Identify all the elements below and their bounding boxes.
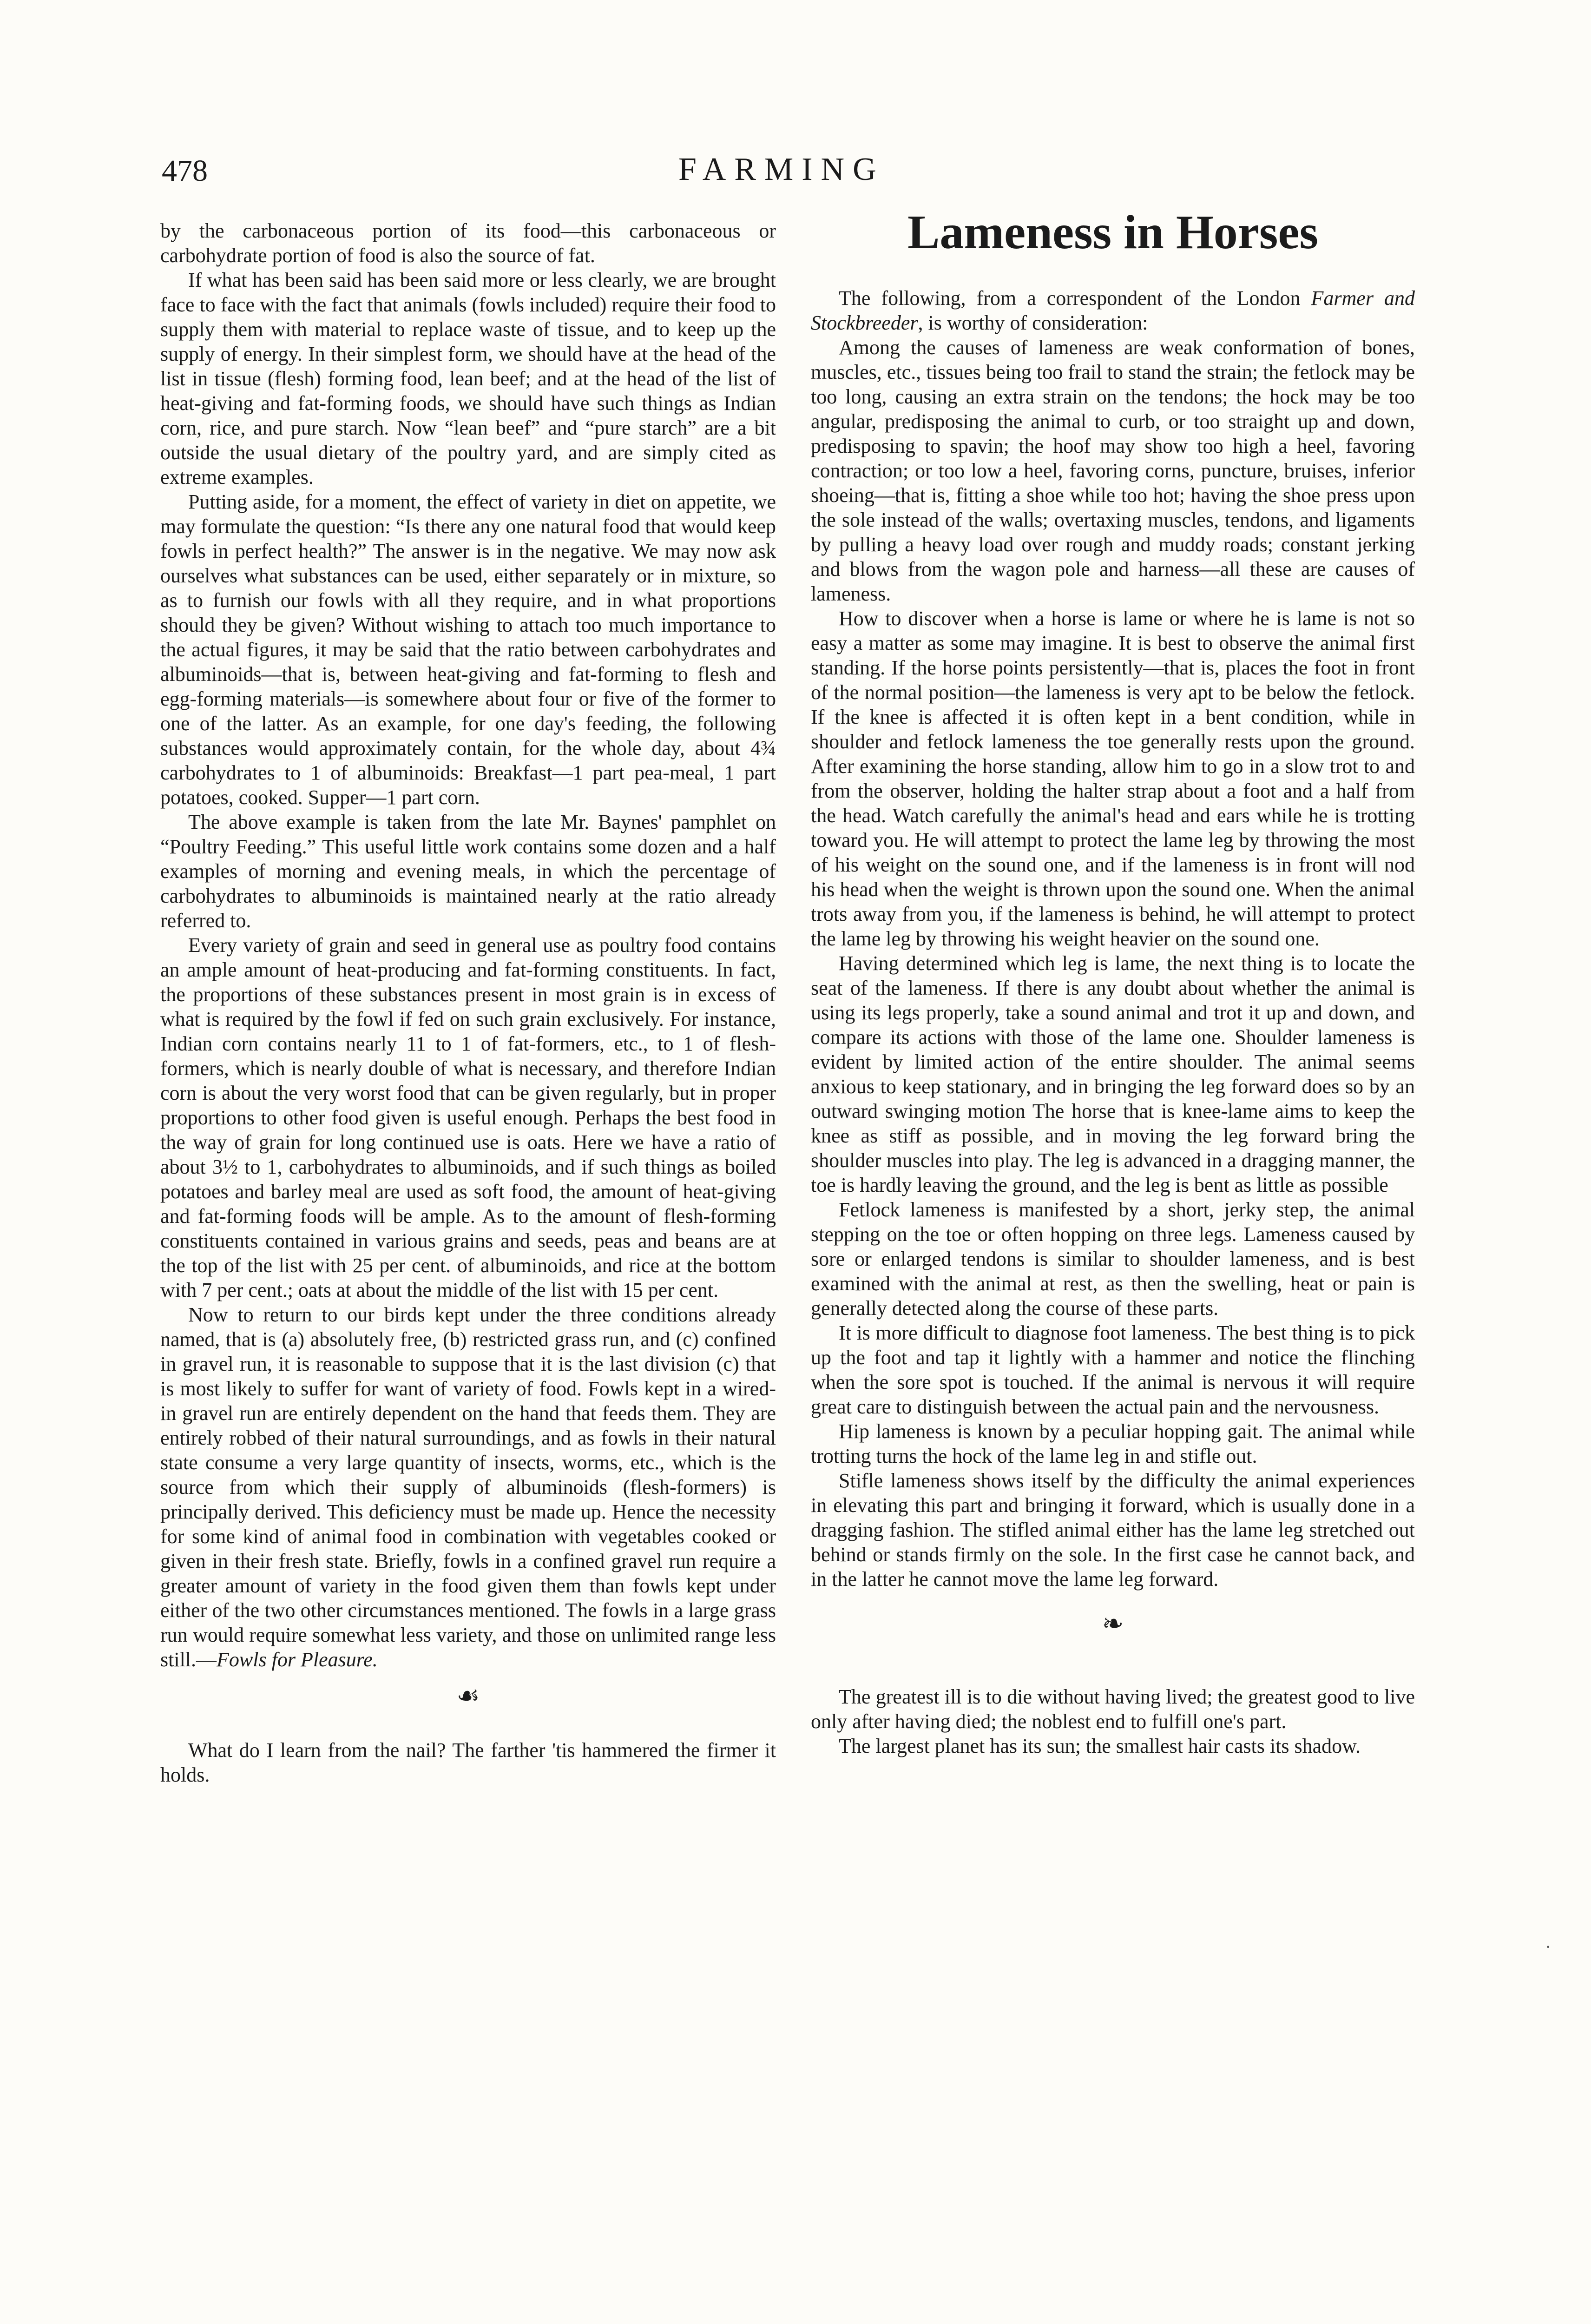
maxim: The greatest ill is to die without having lived; the greatest good to live only after having died; the noblest end to fulfill one's part. [811,1685,1415,1733]
margin-mark: · [1545,1936,1552,1957]
paragraph: It is more difficult to diagnose foot lameness. The best thing is to pick up the foot and tap it lightly with a hammer and notice the flinching when the sore spot is touched. If the animal is nervous it will require great care to distinguish between the actual pain and the nervousness. [811,1321,1415,1418]
quote: What do I learn from the nail? The farther 'tis hammered the firmer it holds. [160,1739,776,1786]
ornament-divider-icon: ❧ [1102,1610,1124,1638]
ornament-divider-icon: ☙ [456,1682,480,1710]
maxim: The largest planet has its sun; the smallest hair casts its shadow. [839,1735,1361,1757]
paragraph: by the carbonaceous portion of its food—this carbonaceous or carbohydrate portion of food is also the source of fat. [160,219,776,267]
paragraph: Stifle lameness shows itself by the difficulty the animal experiences in elevating this part and bringing it forward, which is usually done in a dragging fashion. The stifled animal either has the lame leg stretched out behind or stands firmly on the sole. In the first case he cannot back, and in the latter he cannot move the lame leg forward. [811,1469,1415,1591]
paragraph-with-source [160,1302,776,1672]
paragraph-text: Now to return to our birds kept under the three conditions already named, that is (a) absolutely free, (b) restricted grass run, and (c) confined in gravel run, it is reasonable to suppose that it is the last division (c) that is most likely to suffer for want of variety of food. Fowls kept in a wired-in gravel run are entirely dependent on the hand that feeds them. They are entirely robbed of their natural surroundings, and as fowls in their natural state consume a very large quantity of insects, worms, etc., which is the source from which their supply of albuminoids (flesh-formers) is principally derived. This deficiency must be made up. Hence the necessity for some kind of animal food in combination with vegetables cooked or given in their fresh state. Briefly, fowls in a confined gravel run require a greater amount of variety in the food given them than fowls kept under either of the two other circumstances mentioned. The fowls in a large grass run would require somewhat less variety, and those on unlimited range less still.— [160,1303,776,1671]
paragraph: Putting aside, for a moment, the effect of variety in diet on appetite, we may formulate the question: “Is there any one natural food that would keep fowls in perfect health?” The answer is in the negative. We may now ask ourselves what substances can be used, either separately or in mixture, so as to furnish our fowls with all they require, and in what proportions should they be given? Without wishing to attach too much importance to the actual figures, it may be said that the ratio between carbohydrates and albuminoids—that is, between heat-giving and fat-forming to flesh and egg-forming materials—is somewhere about four or five of the former to one of the latter. As an example, for one day's feeding, the following substances would approximately contain, for the whole day, about 4¾ carbohydrates to 1 of albuminoids: Breakfast—1 part pea-meal, 1 part potatoes, cooked. Supper—1 part corn. [160,490,776,809]
paragraph: If what has been said has been said more or less clearly, we are brought face to face with the fact that animals (fowls included) require their food to supply them with material to replace waste of tissue, and to keep up the supply of energy. In their simplest form, we should have at the head of the list in tissue (flesh) forming food, lean beef; and at the head of the list of heat-giving and fat-forming foods, we should have such things as Indian corn, rice, and pure starch. Now “lean beef” and “pure starch” are a bit outside the usual dietary of the poultry yard, and are simply cited as extreme examples. [160,269,776,489]
page-number: 478 [162,154,208,188]
paragraph: Hip lameness is known by a peculiar hopping gait. The animal while trotting turns the hock of the lame leg in and stifle out. [811,1420,1415,1467]
paragraph: Having determined which leg is lame, the next thing is to locate the seat of the lameness. If there is any doubt about whether the animal is using its legs properly, take a sound animal and trot it up and down, and compare its actions with those of the lame one. Shoulder lameness is evident by limited action of the entire shoulder. The animal seems anxious to keep stationary, and in bringing the leg forward does so by an outward swinging motion The horse that is knee-lame aims to keep the knee as stiff as possible, and in moving the leg forward bring the shoulder muscles into play. The leg is advanced in a dragging manner, the toe is hardly leaving the ground, and the leg is bent as little as possible [811,952,1415,1196]
paragraph: Every variety of grain and seed in general use as poultry food contains an ample amount of heat-producing and fat-forming constituents. In fact, the proportions of these substances present in most grain is in excess of what is required by the fowl if fed on such grain exclusively. For instance, Indian corn contains nearly 11 to 1 of fat-formers, etc., to 1 of flesh-formers, which is nearly double of what is necessary, and therefore Indian corn is about the very worst food that can be given regularly, but in proper proportions to other food given is useful enough. Perhaps the best food in the way of grain for long continued use is oats. Here we have a ratio of about 3½ to 1, carbohydrates to albuminoids, and if such things as boiled potatoes and barley meal are used as soft food, the amount of heat-giving and fat-forming foods will be ample. As to the amount of flesh-forming constituents contained in various grains and seeds, peas and beans are at the top of the list with 25 per cent. of albuminoids, and rice at the bottom with 7 per cent.; oats at about the middle of the list with 15 per cent. [160,934,776,1301]
intro-text-end: , is worthy of consideration: [918,311,1148,334]
paragraph: The above example is taken from the late Mr. Baynes' pamphlet on “Poultry Feeding.” This useful little work contains some dozen and a half examples of morning and evening meals, in which the percentage of carbohydrates to albuminoids is maintained nearly at the ratio already referred to. [160,811,776,932]
source-citation: Fowls for Pleasure. [217,1648,378,1671]
article-intro [811,286,1415,335]
right-column [811,205,1415,1758]
paragraph: Among the causes of lameness are weak conformation of bones, muscles, etc., tissues being too frail to stand the strain; the fetlock may be too long, causing an extra strain on the tendons; the hock may be too angular, predisposing the animal to curb, or too straight up and down, predisposing to spavin; the hoof may show too high a heel, favoring contraction; or too low a heel, favoring corns, puncture, bruises, inferior shoeing—that is, fitting a shoe while too hot; having the shoe press upon the sole instead of the walls; overtaxing muscles, tendons, and ligaments by pulling a heavy load over rough and muddy roads; constant jerking and blows from the wagon pole and harness—all these are causes of lameness. [811,336,1415,605]
paragraph: How to discover when a horse is lame or where he is lame is not so easy a matter as some may imagine. It is best to observe the animal first standing. If the horse points persistently—that is, places the foot in front of the normal position—the lameness is very apt to be below the fetlock. If the knee is affected it is often kept in a bent condition, while in shoulder and fetlock lameness the toe generally rests upon the ground. After examining the horse standing, allow him to go in a slow trot to and from the observer, holding the halter strap about a foot and a half from the head. Watch carefully the animal's head and ears while he is trotting toward you. He will attempt to protect the lame leg by throwing the most of his weight on the sound one, and if the lameness is in front will nod his head when the weight is thrown upon the sound one. When the animal trots away from you, if the lameness is behind, he will attempt to protect the lame leg by throwing his weight heavier on the sound one. [811,607,1415,950]
intro-source: Farmer and Stockbreeder [811,287,1415,334]
left-column [160,218,776,1787]
intro-text: The following, from a correspondent of the London [839,287,1311,310]
running-head: FARMING [678,152,885,187]
article-title: Lameness in Horses [907,205,1318,259]
paragraph: Fetlock lameness is manifested by a short, jerky step, the animal stepping on the toe or often hopping on three legs. Lameness caused by sore or enlarged tendons is similar to shoulder lameness, and is best examined with the animal at rest, as then the swelling, heat or pain is generally detected along the course of these parts. [811,1198,1415,1320]
